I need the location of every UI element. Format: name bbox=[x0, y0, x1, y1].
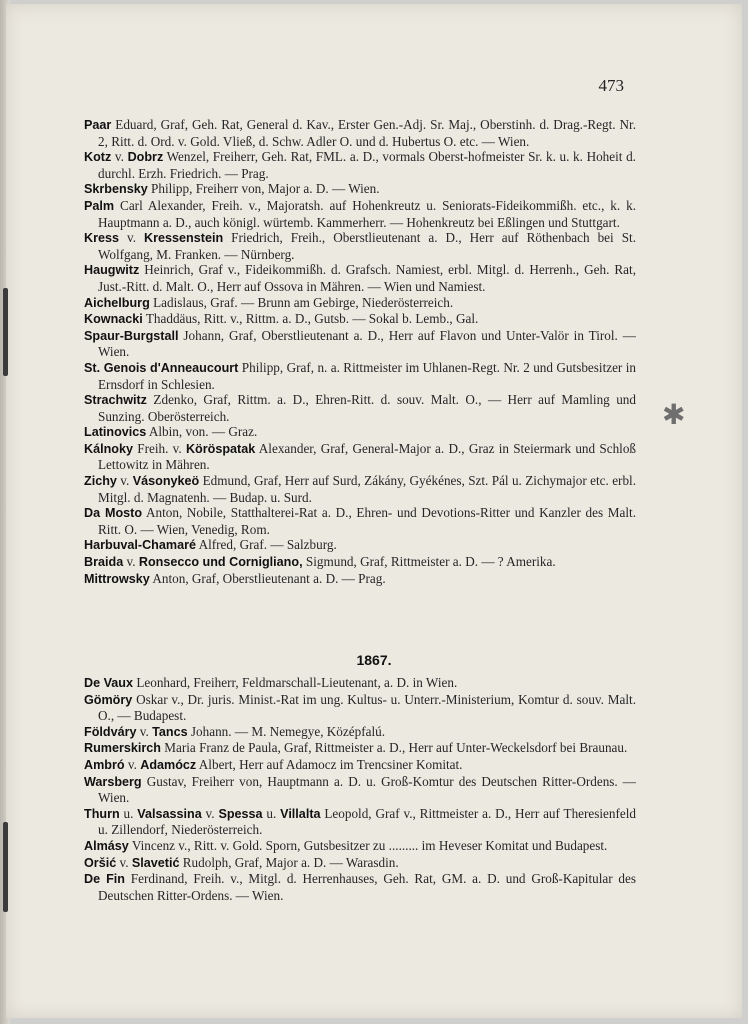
entry-name-connector: v. bbox=[116, 854, 132, 870]
entries-list-top bbox=[84, 117, 636, 587]
entry-name: Paar bbox=[84, 118, 112, 132]
entry-name: Warsberg bbox=[84, 774, 142, 789]
entry-name: Mittrowsky bbox=[84, 571, 150, 586]
entry-name: De Vaux bbox=[84, 676, 134, 690]
entry-name: Skrbensky bbox=[84, 182, 148, 197]
entry-name-connector: v. bbox=[116, 473, 133, 489]
entry-name-connector: Freih. v. bbox=[133, 440, 186, 456]
entry-details: Alexander, Graf, General-Major a. D., Graz in Steiermark und Schloß Lettowitz in Mähren. bbox=[98, 440, 637, 473]
entry-details: Oskar v., Dr. juris. Minist.-Rat im ung. Kultus- u. Unterr.-Ministerium, Komtur d. souv. Malt. O., — Budapest. bbox=[98, 691, 636, 724]
entry bbox=[84, 360, 636, 392]
entry-details: Heinrich, Graf v., Fideikommißh. d. Grafsch. Namiest, erbl. Mitgl. d. Herrenh., Geh. Rat, Just.-Ritt. d. Malt. O., Herr auf Ossova in Mähren. — Wien und Namiest. bbox=[98, 262, 636, 294]
entry-name: Dobrz bbox=[127, 150, 164, 165]
entry-name: Kotz bbox=[84, 150, 112, 165]
entry bbox=[84, 724, 636, 741]
entry-name: Da Mosto bbox=[84, 506, 143, 521]
entry bbox=[84, 149, 636, 181]
entry-name-connector: v. bbox=[201, 805, 219, 821]
entry-details: Alfred, Graf. — Salzburg. bbox=[196, 537, 337, 553]
entry-details: Albert, Herr auf Adamocz im Trencsiner Komitat. bbox=[196, 756, 463, 772]
entry-details: Ferdinand, Freih. v., Mitgl. d. Herrenhauses, Geh. Rat, GM. a. D. und Groß-Kapitular des Deutschen Ritter-Ordens. — Wien. bbox=[98, 871, 636, 903]
entry-name-connector: u. bbox=[262, 805, 281, 821]
entry bbox=[84, 295, 636, 312]
entry-name: Latinovics bbox=[84, 425, 147, 440]
entry-details: Rudolph, Graf, Major a. D. — Warasdin. bbox=[179, 854, 399, 870]
entry-name: Aichelburg bbox=[84, 295, 150, 310]
entry bbox=[84, 871, 636, 903]
entry-name: Villalta bbox=[280, 806, 321, 821]
entry bbox=[84, 230, 636, 262]
entry-details: Sigmund, Graf, Rittmeister a. D. — ? Amerika. bbox=[302, 554, 556, 570]
entry bbox=[84, 806, 636, 838]
entry-details: Ladislaus, Graf. — Brunn am Gebirge, Niederösterreich. bbox=[149, 294, 454, 310]
entry bbox=[84, 692, 636, 724]
entry bbox=[84, 311, 636, 328]
entry-details: Philipp, Freiherr von, Major a. D. — Wien. bbox=[147, 181, 380, 197]
entry-details: Eduard, Graf, Geh. Rat, General d. Kav., Erster Gen.-Adj. Sr. Maj., Oberstinh. d. Drag.-Regt. Nr. 2, Ritt. d. Ord. v. Gold. Vließ, d. Schw. Adler O. und d. Hubertus O. etc. — Wien. bbox=[98, 117, 636, 149]
page-edge-mark-lower bbox=[3, 822, 8, 912]
page-number: 473 bbox=[598, 76, 624, 95]
entry bbox=[84, 117, 636, 149]
page-edge-mark-upper bbox=[3, 288, 8, 376]
entry-name: Spessa bbox=[218, 806, 263, 821]
entry bbox=[84, 473, 636, 505]
entry bbox=[84, 675, 636, 692]
entry bbox=[84, 838, 636, 855]
entry-details: Zdenko, Graf, Rittm. a. D., Ehren-Ritt. d. souv. Malt. O., — Herr auf Mamling und Sunzing. Oberösterreich. bbox=[98, 392, 636, 424]
entry bbox=[84, 571, 636, 588]
entry-details: Vincenz v., Ritt. v. Gold. Sporn, Gutsbesitzer zu ......... im Heveser Komitat und Budapest. bbox=[128, 837, 608, 853]
entry-name: Almásy bbox=[84, 838, 129, 853]
entry bbox=[84, 262, 636, 294]
entry bbox=[84, 198, 636, 230]
entry-details: Maria Franz de Paula, Graf, Rittmeister a. D., Herr auf Unter-Weckelsdorf bei Braunau. bbox=[161, 740, 628, 756]
entry-name: Rumerskirch bbox=[84, 741, 161, 756]
entry bbox=[84, 740, 636, 757]
entry-name: Valsassina bbox=[137, 806, 202, 821]
entry-name: Zichy bbox=[84, 474, 117, 489]
entry bbox=[84, 392, 636, 424]
entry bbox=[84, 855, 636, 872]
entry-details: Leonhard, Freiherr, Feldmarschall-Lieutenant, a. D. in Wien. bbox=[133, 675, 458, 690]
entry-details: Johann. — M. Nemegye, Középfalú. bbox=[187, 723, 386, 739]
entry-name: Vásonykeö bbox=[132, 474, 200, 489]
entry-details: Thaddäus, Ritt. v., Rittm. a. D., Gutsb. — Sokal b. Lemb., Gal. bbox=[142, 311, 479, 327]
entry-name: Palm bbox=[84, 198, 115, 213]
section-heading-1867: 1867. bbox=[356, 652, 392, 668]
entry-name: Spaur-Burgstall bbox=[84, 328, 179, 343]
entry-name-connector: v. bbox=[136, 723, 153, 739]
entry-details: Albin, von. — Graz. bbox=[146, 424, 258, 440]
entry-name: Kálnoky bbox=[84, 441, 133, 456]
entry-name: St. Genois d'Anneaucourt bbox=[84, 360, 239, 375]
entry-name: Kressenstein bbox=[144, 231, 224, 246]
entry-name: Harbuval-Chamaré bbox=[84, 538, 196, 553]
entry-name: Strachwitz bbox=[84, 393, 147, 408]
entry bbox=[84, 757, 636, 774]
entry-name: Thurn bbox=[84, 806, 120, 821]
entry bbox=[84, 537, 636, 554]
entry-name-connector: v. bbox=[119, 230, 145, 246]
entry bbox=[84, 328, 636, 360]
entry-name: Földváry bbox=[84, 724, 137, 739]
entry-name: Adamócz bbox=[140, 757, 197, 772]
entry-name: Kownacki bbox=[84, 312, 143, 327]
entry bbox=[84, 554, 636, 571]
entry-name-connector: v. bbox=[111, 149, 128, 165]
entry-name: De Fin bbox=[84, 872, 125, 887]
entry bbox=[84, 441, 636, 473]
entries-list-1867 bbox=[84, 675, 636, 903]
entry-name: Oršić bbox=[84, 855, 117, 870]
entry-details: Edmund, Graf, Herr auf Surd, Zákány, Gyékénes, Szt. Pál u. Zichymajor etc. erbl. Mitgl. d. Magnatenh. — Budap. u. Surd. bbox=[98, 473, 636, 505]
entry-details: Philipp, Graf, n. a. Rittmeister im Uhlanen-Regt. Nr. 2 und Gutsbesitzer in Ernsdorf in Schlesien. bbox=[98, 359, 636, 392]
entry-name: Köröspatak bbox=[185, 441, 256, 456]
entry-details: Leopold, Graf v., Rittmeister a. D., Herr auf Theresienfeld u. Zillendorf, Niederösterreich. bbox=[98, 805, 637, 838]
entry-name: Braida bbox=[84, 555, 124, 570]
entry-name: Haugwitz bbox=[84, 263, 140, 278]
entry-details: Friedrich, Freih., Oberstlieutenant a. D., Herr auf Röthenbach bei St. Wolfgang, M. Franken. — Nürnberg. bbox=[98, 230, 636, 262]
entry bbox=[84, 424, 636, 441]
entry-name: Kress bbox=[84, 231, 120, 246]
entry-name: Gömöry bbox=[84, 692, 133, 707]
entry bbox=[84, 505, 636, 537]
entry-details: Gustav, Freiherr von, Hauptmann a. D. u. Groß-Komtur des Deutschen Ritter-Ordens. — Wien. bbox=[98, 773, 636, 806]
entry-name: Slavetić bbox=[131, 855, 180, 870]
asterisk-margin-mark-icon: ✱ bbox=[662, 398, 686, 431]
entry-details: Johann, Graf, Oberstlieutenant a. D., Herr auf Flavon und Unter-Valör in Tirol. — Wien. bbox=[98, 327, 636, 360]
entry-name: Ambró bbox=[84, 757, 125, 772]
entry-details: Anton, Nobile, Statthalterei-Rat a. D., Ehren- und Devotions-Ritter und Kanzler des Malt. Ritt. O. — Wien, Venedig, Rom. bbox=[98, 505, 637, 537]
entry-name: Ronsecco und Cornigliano, bbox=[138, 555, 303, 570]
entry-name-connector: v. bbox=[124, 756, 141, 772]
entry-details: Carl Alexander, Freih. v., Majoratsh. auf Hohenkreutz u. Seniorats-Fideikommißh. etc., k. k. Hauptmann a. D., auch königl. würtemb. Kammerherr. — Hohenkreutz bei Eßlingen und Stuttgart. bbox=[98, 197, 636, 230]
entry bbox=[84, 181, 636, 198]
entry-name: Tancs bbox=[152, 724, 188, 739]
entry-name-connector: u. bbox=[119, 805, 138, 821]
entry-name-connector: v. bbox=[123, 554, 139, 570]
entry bbox=[84, 774, 636, 806]
entry-details: Anton, Graf, Oberstlieutenant a. D. — Prag. bbox=[149, 570, 386, 586]
entry-details: Wenzel, Freiherr, Geh. Rat, FML. a. D., vormals Oberst-hofmeister Sr. k. u. k. Hoheit d. durchl. Erzh. Friedrich. — Prag. bbox=[98, 149, 636, 181]
